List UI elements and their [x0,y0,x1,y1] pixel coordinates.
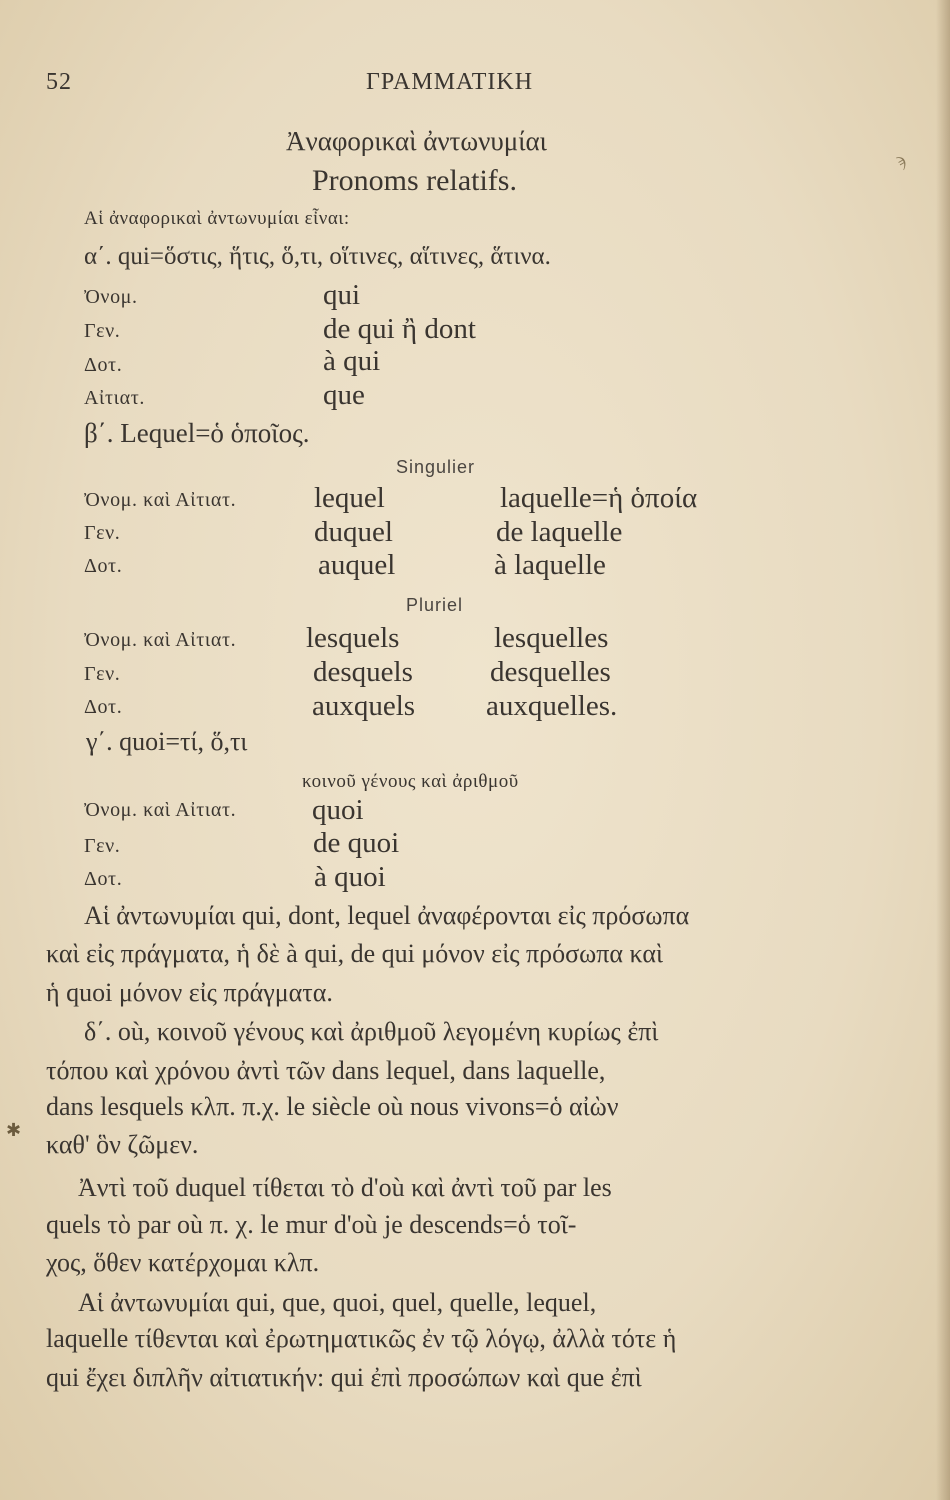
case-label: Δοτ. [84,696,123,718]
gamma-line: γ΄. quoi=τί, ὅ,τι [86,727,248,756]
form: que [323,379,365,411]
feminine-form: à laquelle [494,549,606,581]
text-line: Αἱ ἀντωνυμίαι qui, dont, lequel ἀναφέρονται εἰς πρόσωπα [84,901,690,930]
plural-caption: Pluriel [406,595,464,615]
text-line: quels τὸ par où π. χ. le mur d'où je descends=ὁ τοῖ- [46,1210,577,1239]
margin-mark-icon: ϡ [896,150,906,170]
feminine-form: auxquelles. [486,690,618,722]
masculine-form: lesquels [306,622,400,654]
case-label: Δοτ. [84,868,123,890]
intro-line: Αἱ ἀναφορικαὶ ἀντωνυμίαι εἶναι: [84,208,350,229]
text-line: Ἀντὶ τοῦ duquel τίθεται τὸ d'où καὶ ἀντὶ τοῦ par les [78,1173,612,1202]
gamma-caption: κοινοῦ γένους καὶ ἀριθμοῦ [302,771,519,792]
masculine-form: auxquels [312,690,416,722]
text-line: laquelle τίθενται καὶ ἐρωτηματικῶς ἐν τῷ λόγῳ, ἀλλὰ τότε ἡ [46,1324,677,1353]
form: quoi [312,794,364,826]
text-line: χος, ὅθεν κατέρχομαι κλπ. [46,1248,320,1277]
page-number: 52 [46,69,72,95]
masculine-form: desquels [313,656,413,688]
feminine-form: desquelles [490,656,611,688]
case-label: Δοτ. [84,354,123,376]
form: de qui ἢ dont [323,313,476,345]
beta-line: β΄. Lequel=ὁ ὁποῖος. [84,418,310,448]
form: à quoi [314,861,386,893]
text-line: δ΄. où, κοινοῦ γένους καὶ ἀριθμοῦ λεγομένη κυρίως ἐπὶ [84,1017,659,1046]
case-label: Αἰτιατ. [84,387,145,409]
section-title-greek: Ἀναφορικαὶ ἀντωνυμίαι [286,126,547,156]
case-label: Γεν. [84,663,121,685]
masculine-form: auquel [318,549,396,581]
text-line: καὶ εἰς πράγματα, ἡ δὲ à qui, de qui μόνον εἰς πρόσωπα καὶ [46,939,663,968]
form: de quoi [313,827,400,859]
masculine-form: lequel [314,482,385,514]
case-label: Γεν. [84,320,121,342]
case-label: Ὀνομ. καὶ Αἰτιατ. [84,629,237,651]
case-label: Ὀνομ. καὶ Αἰτιατ. [84,799,237,821]
case-label: Γεν. [84,835,121,857]
masculine-form: duquel [314,516,393,548]
margin-asterisk-icon: ✱ [6,1120,22,1140]
text-line: qui ἔχει διπλῆν αἰτιατικήν: qui ἐπὶ προσώπων καὶ que ἐπὶ [46,1363,642,1392]
form: qui [323,279,361,311]
form: à qui [323,345,381,377]
case-label: Δοτ. [84,555,123,577]
feminine-form: laquelle=ἡ ὁποία [500,482,698,514]
text-line: τόπου καὶ χρόνου ἀντὶ τῶν dans lequel, dans laquelle, [46,1056,606,1085]
alpha-line: α΄. qui=ὅστις, ἥτις, ὅ,τι, οἵτινες, αἵτινες, ἅτινα. [84,243,551,270]
feminine-form: de laquelle [496,516,623,548]
text-line: Αἱ ἀντωνυμίαι qui, que, quoi, quel, quelle, lequel, [78,1288,597,1317]
singular-caption: Singulier [396,457,476,477]
text-line: dans lesquels κλπ. π.χ. le siècle où nous vivons=ὁ αἰὼν [46,1092,619,1121]
text-line: καθ' ὃν ζῶμεν. [46,1130,199,1159]
page-edge-shadow [936,0,950,1500]
case-label: Ὀνομ. [84,286,138,308]
feminine-form: lesquelles [494,622,609,654]
case-label: Γεν. [84,522,121,544]
section-title-french: Pronoms relatifs. [312,164,517,197]
running-title: ΓΡΑΜΜΑΤΙΚΗ [366,69,534,95]
case-label: Ὀνομ. καὶ Αἰτιατ. [84,489,237,511]
text-line: ἡ quoi μόνον εἰς πράγματα. [46,978,333,1007]
